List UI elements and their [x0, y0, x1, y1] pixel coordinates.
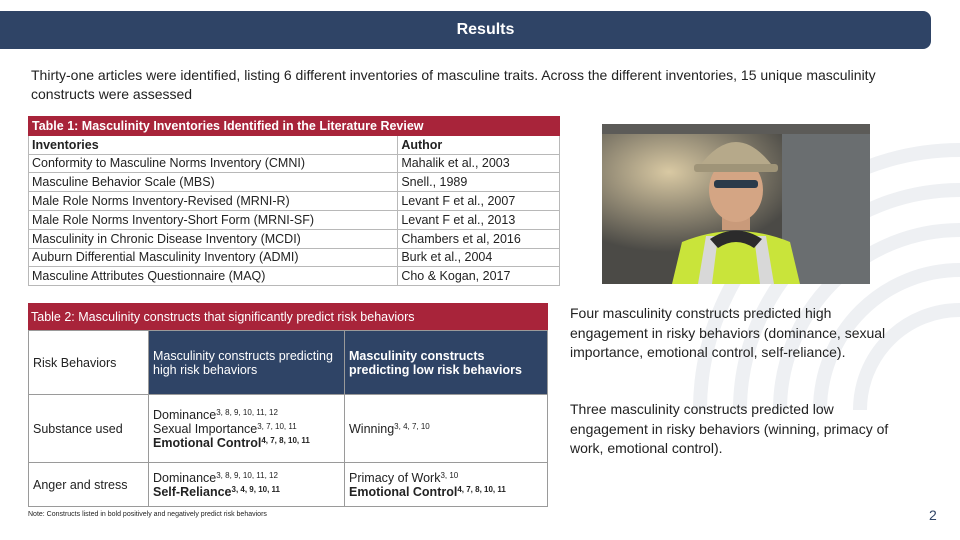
table-cell: Levant F et al., 2013 [398, 210, 560, 229]
risk-behavior-cell: Substance used [29, 395, 149, 463]
table-cell: Levant F et al., 2007 [398, 192, 560, 211]
table-row [29, 248, 560, 267]
worker-photo [602, 124, 870, 284]
construct-item: Primacy of Work$^{3, 10}$ [349, 470, 459, 485]
section-title: Results [456, 21, 515, 38]
low-risk-constructs-cell [345, 395, 548, 463]
table-cell: Masculine Behavior Scale (MBS) [29, 173, 398, 192]
risk-behavior-cell: Anger and stress [29, 463, 149, 507]
table-cell: Masculinity in Chronic Disease Inventory (MCDI) [29, 229, 398, 248]
table2-note: Note: Constructs listed in bold positively and negatively predict risk behaviors [28, 511, 267, 518]
table-cell: Masculine Attributes Questionnaire (MAQ) [29, 267, 398, 286]
construct-item: Emotional Control$^{4, 7, 8, 10, 11}$ [153, 435, 310, 450]
table-cell: Cho & Kogan, 2017 [398, 267, 560, 286]
table2-header-risk: Risk Behaviors [29, 331, 149, 395]
table-cell: Burk et al., 2004 [398, 248, 560, 267]
construct-item: Self-Reliance$^{3, 4, 9, 10, 11}$ [153, 484, 280, 499]
table-row [29, 154, 560, 173]
table-cell: Mahalik et al., 2003 [398, 154, 560, 173]
intro-paragraph: Thirty-one articles were identified, listing 6 different inventories of masculine traits. Across the different inventories, 15 unique masculinity constructs were assessed [31, 67, 876, 102]
table-row [29, 395, 548, 463]
table-row [29, 463, 548, 507]
table-row [29, 267, 560, 286]
risk-behaviors-table [28, 330, 548, 507]
construct-item: Dominance$^{3, 8, 9, 10, 11, 12}$ [153, 470, 278, 485]
table-cell: Male Role Norms Inventory-Short Form (MRNI-SF) [29, 210, 398, 229]
high-risk-summary: Four masculinity constructs predicted high engagement in risky behaviors (dominance, sexual importance, emotional control, self-reliance). [570, 305, 886, 360]
worker-illustration [602, 124, 870, 284]
table-cell: Auburn Differential Masculinity Inventory (ADMI) [29, 248, 398, 267]
table-cell: Conformity to Masculine Norms Inventory (CMNI) [29, 154, 398, 173]
construct-item: Sexual Importance$^{3, 7, 10, 11}$ [153, 421, 297, 436]
table1-header-inventories: Inventories [29, 135, 398, 154]
high-risk-constructs-cell [149, 463, 345, 507]
construct-item: Emotional Control$^{4, 7, 8, 10, 11}$ [349, 484, 506, 499]
construct-item: Dominance$^{3, 8, 9, 10, 11, 12}$ [153, 407, 278, 422]
inventories-table [28, 116, 560, 286]
construct-item: Winning$^{3, 4, 7, 10}$ [349, 421, 430, 436]
table-row [29, 229, 560, 248]
table-cell: Snell., 1989 [398, 173, 560, 192]
table-row [29, 173, 560, 192]
table1-caption: Table 1: Masculinity Inventories Identified in the Literature Review [29, 117, 560, 136]
table-row [29, 210, 560, 229]
low-risk-summary: Three masculinity constructs predicted low engagement in risky behaviors (winning, primacy of work, emotional control). [570, 401, 889, 456]
table2-header-high: Masculinity constructs predicting high risk behaviors [149, 331, 345, 395]
table1-header-author: Author [398, 135, 560, 154]
high-risk-constructs-cell [149, 395, 345, 463]
page-number: 2 [929, 507, 937, 523]
table-row [29, 192, 560, 211]
section-header [0, 11, 931, 49]
low-risk-constructs-cell [345, 463, 548, 507]
table2-caption: Table 2: Masculinity constructs that significantly predict risk behaviors [28, 303, 548, 330]
table-cell: Chambers et al, 2016 [398, 229, 560, 248]
table2-header-low: Masculinity constructs predicting low risk behaviors [345, 331, 548, 395]
table-cell: Male Role Norms Inventory-Revised (MRNI-R) [29, 192, 398, 211]
